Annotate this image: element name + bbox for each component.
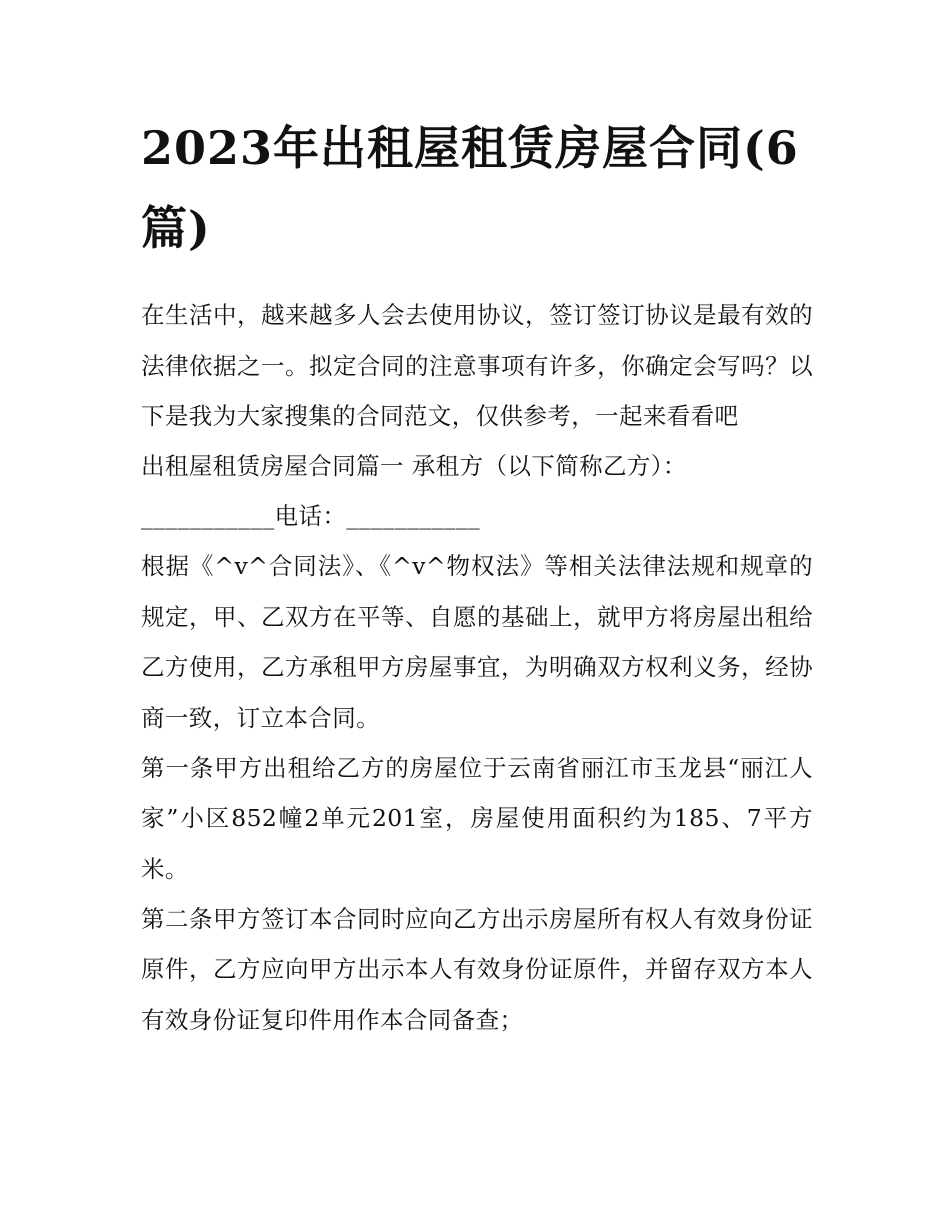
- section-heading-paragraph: 出租屋租赁房屋合同篇一 承租方（以下简称乙方）：: [141, 452, 687, 480]
- legal-basis-paragraph: 根据《^v^合同法》、《^v^物权法》等相关法律法规和规章的规定，甲、乙双方在平等、自愿的基础上，就甲方将房屋出租给乙方使用，乙方承租甲方房屋事宜，为明确双方权利义务，经协商一致，订立本合同。: [141, 552, 813, 732]
- phone-line: ___________电话：___________: [141, 502, 480, 530]
- intro-paragraph: 在生活中，越来越多人会去使用协议，签订签订协议是最有效的法律依据之一。拟定合同的注意事项有许多，你确定会写吗？以下是我为大家搜集的合同范文，仅供参考，一起来看看吧: [141, 301, 813, 430]
- article-two-paragraph: 第二条甲方签订本合同时应向乙方出示房屋所有权人有效身份证原件，乙方应向甲方出示本人有效身份证原件，并留存双方本人有效身份证复印件用作本合同备查；: [141, 904, 813, 1034]
- document-title: 2023年出租屋租赁房屋合同(6篇): [141, 121, 799, 255]
- article-one-paragraph: 第一条甲方出租给乙方的房屋位于云南省丽江市玉龙县“丽江人家”小区852幢2单元201室，房屋使用面积约为185、7平方米。: [141, 753, 813, 883]
- document-body: [141, 108, 813, 1045]
